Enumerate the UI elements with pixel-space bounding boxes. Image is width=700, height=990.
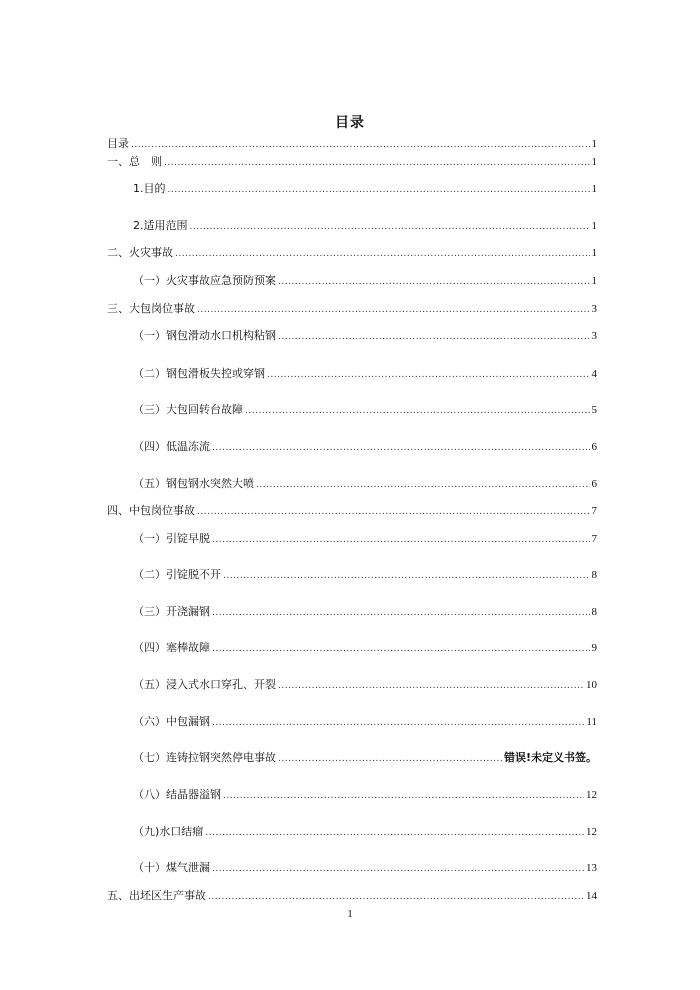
toc-entry-label: （五）浸入式水口穿孔、开裂: [133, 678, 276, 691]
toc-entry-page: 1: [591, 138, 597, 150]
dot-leader: [278, 275, 590, 289]
dot-leader: [190, 220, 590, 234]
dot-leader: [175, 247, 590, 261]
toc-entry-page: 5: [591, 404, 597, 416]
toc-entry-4-8[interactable]: [133, 788, 597, 803]
toc-entry-label: （八）结晶器溢钢: [133, 788, 221, 801]
toc-entry-tundish-station[interactable]: [107, 504, 597, 519]
toc-entry-label: （一）钢包滑动水口机构粘钢: [133, 329, 276, 342]
dot-leader: [223, 789, 584, 803]
toc-entry-page: 1: [591, 275, 597, 287]
dot-leader: [212, 441, 590, 455]
toc-entry-label: （四）低温冻流: [133, 440, 210, 453]
toc-entry-page: 13: [586, 862, 597, 874]
dot-leader: [212, 642, 590, 656]
toc-entry-3-3[interactable]: [133, 403, 597, 418]
toc-entry-general[interactable]: [107, 155, 597, 170]
toc-entry-fire-plan[interactable]: [133, 274, 597, 289]
toc-entry-purpose[interactable]: [133, 182, 597, 197]
toc-entry-label: （六）中包漏钢: [133, 715, 210, 728]
page-title: 目录: [335, 115, 365, 131]
toc-entry-page: 6: [591, 441, 597, 453]
dot-leader: [256, 478, 590, 492]
toc-entry-page: 3: [591, 330, 597, 342]
toc-entry-4-7[interactable]: [133, 751, 597, 766]
toc-entry-page: 1: [591, 220, 597, 232]
toc-entry-label: （二）引锭脱不开: [133, 568, 221, 581]
toc-entry-4-5[interactable]: [133, 678, 597, 693]
toc-entry-page: 6: [591, 478, 597, 490]
toc-entry-label: 一、总 则: [107, 155, 162, 168]
toc-entry-contents[interactable]: [107, 137, 597, 152]
toc-entry-page: 3: [591, 303, 597, 315]
toc-entry-4-9[interactable]: [133, 825, 597, 840]
toc-entry-page: 4: [591, 368, 597, 380]
toc-entry-scope[interactable]: [133, 219, 597, 234]
toc-entry-ladle-station[interactable]: [107, 302, 597, 317]
toc-entry-3-2[interactable]: [133, 367, 597, 382]
dot-leader: [245, 404, 590, 418]
dot-leader: [131, 138, 590, 152]
toc-entry-page: 11: [586, 716, 597, 728]
dot-leader: [164, 156, 590, 170]
toc-entry-billet-area[interactable]: [107, 889, 597, 904]
toc-entry-label: （二）钢包滑板失控或穿钢: [133, 367, 265, 380]
dot-leader: [278, 752, 502, 766]
dot-leader: [278, 330, 590, 344]
toc-entry-page: 1: [591, 247, 597, 259]
toc-entry-page: 12: [586, 789, 597, 801]
toc-entry-page: 8: [591, 569, 597, 581]
toc-entry-4-6[interactable]: [133, 715, 597, 730]
page-number: 1: [347, 908, 353, 920]
toc-entry-3-4[interactable]: [133, 440, 597, 455]
toc-entry-label: （一）火灾事故应急预防预案: [133, 274, 276, 287]
toc-entry-4-10[interactable]: [133, 861, 597, 876]
toc-entry-page: 9: [591, 642, 597, 654]
toc-entry-label: （五）钢包钢水突然大喷: [133, 477, 254, 490]
toc-entry-label: （三）大包回转台故障: [133, 403, 243, 416]
toc-entry-label: 目录: [107, 138, 129, 150]
toc-entry-fire-accidents[interactable]: [107, 246, 597, 261]
toc-entry-label: （一）引锭早脱: [133, 532, 210, 545]
dot-leader: [197, 303, 590, 317]
dot-leader: [205, 826, 584, 840]
dot-leader: [212, 716, 584, 730]
toc-entry-label: 二、火灾事故: [107, 246, 173, 259]
dot-leader: [278, 679, 584, 693]
toc-entry-3-1[interactable]: [133, 329, 597, 344]
dot-leader: [212, 862, 584, 876]
toc-entry-page: 7: [591, 505, 597, 517]
toc-entry-label: （三）开浇漏钢: [133, 605, 210, 618]
dot-leader: [197, 505, 590, 519]
dot-leader: [223, 569, 590, 583]
toc-entry-4-2[interactable]: [133, 568, 597, 583]
toc-entry-page-error: 错误!未定义书签。: [503, 751, 597, 764]
toc-entry-page: 1: [591, 156, 597, 168]
toc-entry-4-4[interactable]: [133, 641, 597, 656]
toc-entry-label: （十）煤气泄漏: [133, 861, 210, 874]
toc-entry-3-5[interactable]: [133, 477, 597, 492]
toc-entry-label: 2.适用范围: [133, 219, 188, 232]
dot-leader: [168, 183, 590, 197]
toc-entry-label: 四、中包岗位事故: [107, 504, 195, 517]
toc-entry-page: 7: [591, 533, 597, 545]
toc-entry-label: 1.目的: [133, 182, 166, 195]
toc-entry-4-3[interactable]: [133, 605, 597, 620]
toc-entry-page: 8: [591, 606, 597, 618]
toc-entry-label: 三、大包岗位事故: [107, 302, 195, 315]
toc-entry-page: 12: [586, 826, 597, 838]
toc-entry-label: （七）连铸拉钢突然停电事故: [133, 751, 276, 764]
toc-entry-label: （四）塞棒故障: [133, 641, 210, 654]
toc-entry-page: 10: [586, 679, 597, 691]
dot-leader: [212, 533, 590, 547]
dot-leader: [208, 890, 584, 904]
toc-entry-label: （九)水口结瘤: [133, 825, 204, 838]
dot-leader: [212, 606, 590, 620]
toc-entry-label: 五、出坯区生产事故: [107, 889, 206, 902]
toc-entry-page: 14: [586, 890, 597, 902]
dot-leader: [267, 368, 590, 382]
toc-entry-page: 1: [591, 183, 597, 195]
toc-entry-4-1[interactable]: [133, 532, 597, 547]
